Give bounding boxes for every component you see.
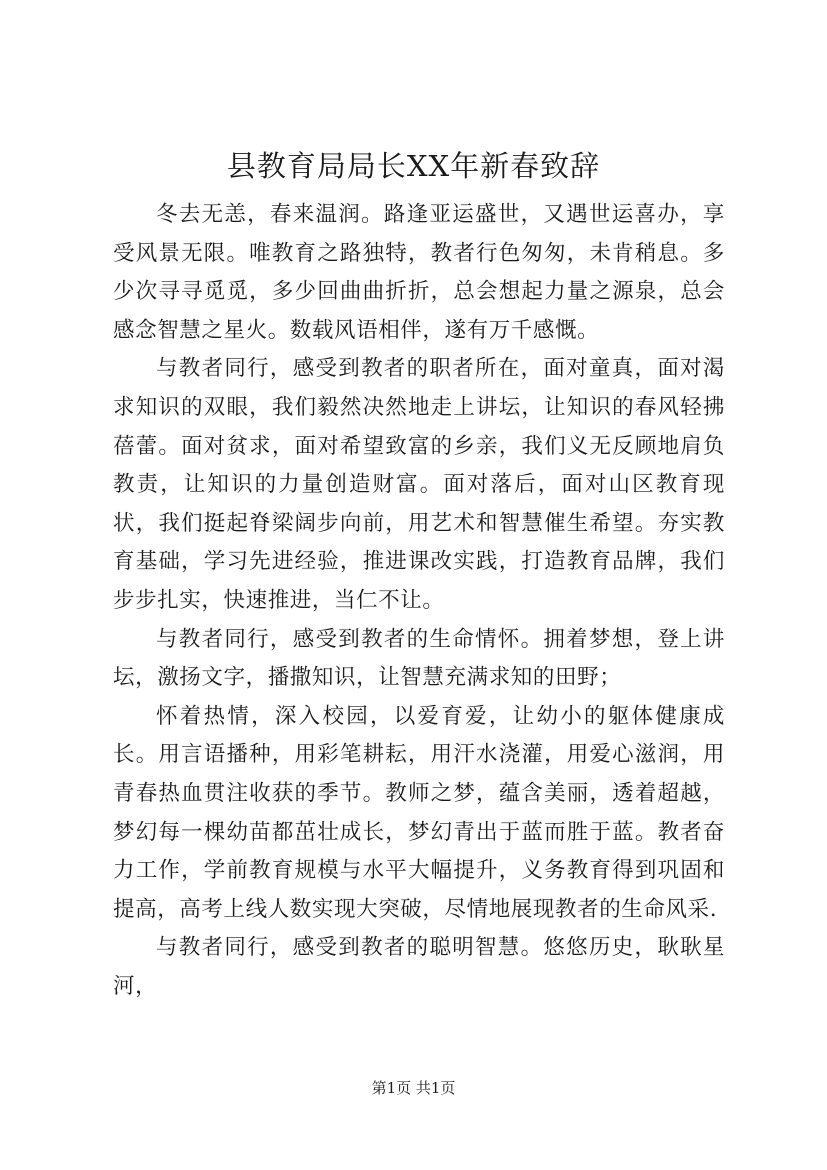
paragraph: 冬去无恙，春来温润。路逢亚运盛世，又遇世运喜办，享受风景无限。唯教育之路独特，教者行色匆匆，未肯稍息。多少次寻寻觅觅，多少回曲曲折折，总会想起力量之源泉，总会感念智慧之星火。数载风语相伴，遂有万千感慨。 xyxy=(113,202,725,343)
page-number-footer: 第1页 共1页 xyxy=(371,1079,456,1097)
paragraph: 与教者同行，感受到教者的职者所在，面对童真，面对渴求知识的双眼，我们毅然决然地走上讲坛，让知识的春风轻拂蓓蕾。面对贫求，面对希望致富的乡亲，我们义无反顾地肩负教责，让知识的力量创造财富。面对落后，面对山区教育现状，我们挺起脊梁阔步向前，用艺术和智慧催生希望。夯实教育基础，学习先进经验，推进课改实践，打造教育品牌，我们步步扎实，快速推进，当仁不让。 xyxy=(113,356,725,613)
document-body xyxy=(113,196,725,1006)
paragraph: 与教者同行，感受到教者的生命情怀。拥着梦想，登上讲坛，激扬文字，播撒知识，让智慧充满求知的田野； xyxy=(113,626,725,691)
document-title: 县教育局局长XX年新春致辞 xyxy=(226,149,601,183)
paragraph: 怀着热情，深入校园，以爱育爱，让幼小的躯体健康成长。用言语播种，用彩笔耕耘，用汗水浇灌，用爱心滋润，用青春热血贯注收获的季节。教师之梦，蕴含美丽，透着超越，梦幻每一棵幼苗都茁壮成长，梦幻青出于蓝而胜于蓝。教者奋力工作，学前教育规模与水平大幅提升，义务教育得到巩固和提高，高考上线人数实现大突破，尽情地展现教者的生命风采. xyxy=(113,703,725,922)
paragraph: 与教者同行，感受到教者的聪明智慧。悠悠历史，耿耿星河， xyxy=(113,935,725,999)
